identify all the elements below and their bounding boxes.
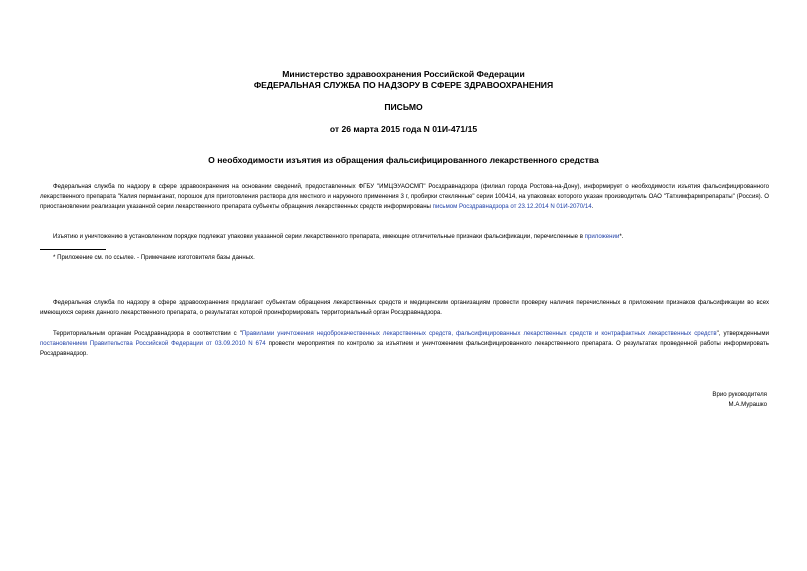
- signatory-title: Врио руководителя: [712, 391, 767, 398]
- paragraph-3-text: Федеральная служба по надзору в сфере здравоохранения предлагает субъектам обращения лекарственных средств и медицинским организациям провести проверку наличия перечисленных в приложении признаков фальсификации во всех имеющихся сериях данного лекарственного препарата, о результатах которой проинформировать территориальный орган Росздравнадзора.: [40, 299, 769, 316]
- paragraph-4-text-c: провести мероприятия по контролю за изъятием и уничтожением фальсифицированного лекарственного препарата. О результатах проведенной работы информировать Росздравнадзор.: [40, 340, 769, 357]
- document-type: ПИСЬМО: [384, 102, 423, 112]
- paragraph-2-text: Изъятию и уничтожению в установленном порядке подлежат упаковки указанной серии лекарственного препарата, имеющие отличительные признаки фальсификации, перечисленные в: [53, 233, 585, 240]
- appendix-link[interactable]: приложении: [584, 233, 620, 240]
- paragraph-1-text: Федеральная служба по надзору в сфере здравоохранения на основании сведений, предоставленных ФГБУ "ИМЦЭУАОСМП" Росздравнадзора (филиал города Ростова-на-Дону), информирует о необходимости изъятия фальсифицированного лекарственного препарата "Калия перманганат, порошок для приготовления раствора для местного и наружного применения 3 г, пробирки стеклянные" серии 100414, на упаковках которого указан производитель ОАО "Татхимфармпрепараты" (Россия). О приостановлении реализации указанной серии лекарственного препарата субъекты обращения лекарственных средств информированы: [40, 183, 769, 210]
- destruction-rules-link[interactable]: Правилами уничтожения недоброкачественных лекарственных средств, фальсифицированных лекарственных средств и контрафактных лекарственных средств: [241, 330, 717, 337]
- agency-title: ФЕДЕРАЛЬНАЯ СЛУЖБА ПО НАДЗОРУ В СФЕРЕ ЗДРАВООХРАНЕНИЯ: [253, 80, 554, 90]
- paragraph-1: [40, 182, 769, 212]
- paragraph-1-end: .: [591, 203, 594, 210]
- document-date-number: от 26 марта 2015 года N 01И-471/15: [329, 124, 478, 134]
- government-resolution-link[interactable]: постановлением Правительства Российской Федерации от 03.09.2010 N 674: [40, 340, 266, 347]
- roszdravnadzor-letter-link[interactable]: письмом Росздравнадзора от 23.12.2014 N 01И-2070/14: [432, 203, 592, 210]
- footnote: * Приложение см. по ссылке. - Примечание изготовителя базы данных.: [53, 254, 255, 261]
- paragraph-4-text-b: ", утвержденными: [716, 330, 769, 337]
- paragraph-4-text-a: Территориальным органам Росздравнадзора в соответствии с ": [53, 330, 242, 337]
- document-subject: О необходимости изъятия из обращения фальсифицированного лекарственного средства: [208, 155, 599, 165]
- paragraph-3: [40, 298, 769, 318]
- paragraph-4: [40, 329, 769, 359]
- ministry-title: Министерство здравоохранения Российской Федерации: [282, 69, 525, 79]
- signatory-name: М.А.Мурашко: [728, 401, 767, 408]
- paragraph-2-end: *.: [619, 233, 624, 240]
- paragraph-2: [40, 232, 769, 242]
- footnote-divider: [40, 249, 106, 250]
